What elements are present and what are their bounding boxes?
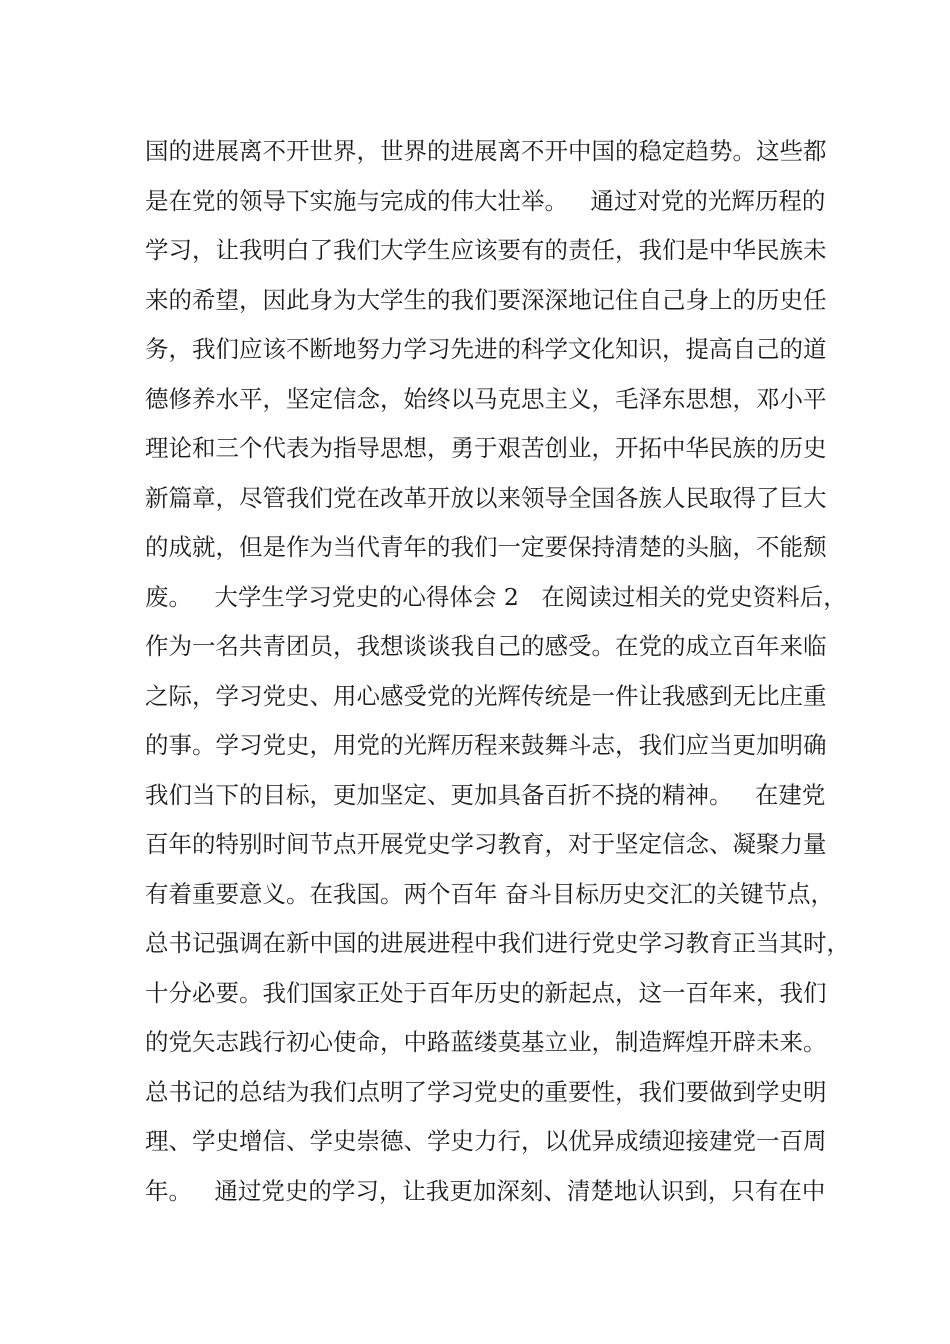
text-line: 是在党的领导下实施与完成的伟大壮举。 通过对党的光辉历程的 <box>145 186 826 215</box>
text-line: 德修养水平，坚定信念，始终以马克思主义，毛泽东思想，邓小平 <box>145 384 827 413</box>
text-line: 十分必要。我们国家正处于百年历史的新起点，这一百年来，我们 <box>145 978 827 1007</box>
body-text <box>145 133 850 1222</box>
text-line: 的党矢志践行初心使命，中路蓝缕莫基立业，制造辉煌开辟未来。 <box>145 1028 827 1056</box>
text-line: 的成就，但是作为当代青年的我们一定要保持清楚的头脑，不能颓 <box>145 533 827 561</box>
text-line: 废。 大学生学习党史的心得体会 2 在阅读过相关的党史资料后， <box>145 582 847 611</box>
text-line: 国的进展离不开世界，世界的进展离不开中国的稳定趋势。这些都 <box>145 137 827 165</box>
text-line: 之际，学习党史、用心感受党的光辉传统是一件让我感到无比庄重 <box>145 681 827 710</box>
text-line: 总书记强调在新中国的进展进程中我们进行党史学习教育正当其时， <box>145 929 850 957</box>
text-line: 总书记的总结为我们点明了学习党史的重要性，我们要做到学史明 <box>145 1077 827 1106</box>
text-line: 有着重要意义。在我国。两个百年 奋斗目标历史交汇的关键节点， <box>145 879 834 908</box>
text-line: 新篇章，尽管我们党在改革开放以来领导全国各族人民取得了巨大 <box>145 483 827 512</box>
text-line: 的事。学习党史，用党的光辉历程来鼓舞斗志，我们应当更加明确 <box>145 731 827 759</box>
text-line: 理论和三个代表为指导思想，勇于艰苦创业，开拓中华民族的历史 <box>145 434 827 462</box>
text-line: 理、学史增信、学史崇德、学史力行，以优异成绩迎接建党一百周 <box>145 1127 827 1155</box>
text-line: 我们当下的目标，更加坚定、更加具备百折不挠的精神。 在建党 <box>145 780 826 809</box>
text-line: 来的希望，因此身为大学生的我们要深深地记住自己身上的历史任 <box>145 285 827 314</box>
text-line: 年。 通过党史的学习，让我更加深刻、清楚地认识到，只有在中 <box>145 1176 826 1205</box>
text-line: 作为一名共青团员，我想谈谈我自己的感受。在党的成立百年来临 <box>145 632 827 660</box>
text-line: 务，我们应该不断地努力学习先进的科学文化知识，提高自己的道 <box>145 335 827 363</box>
text-line: 百年的特别时间节点开展党史学习教育，对于坚定信念、凝聚力量 <box>145 830 827 858</box>
text-line: 学习，让我明白了我们大学生应该要有的责任，我们是中华民族未 <box>145 236 827 264</box>
